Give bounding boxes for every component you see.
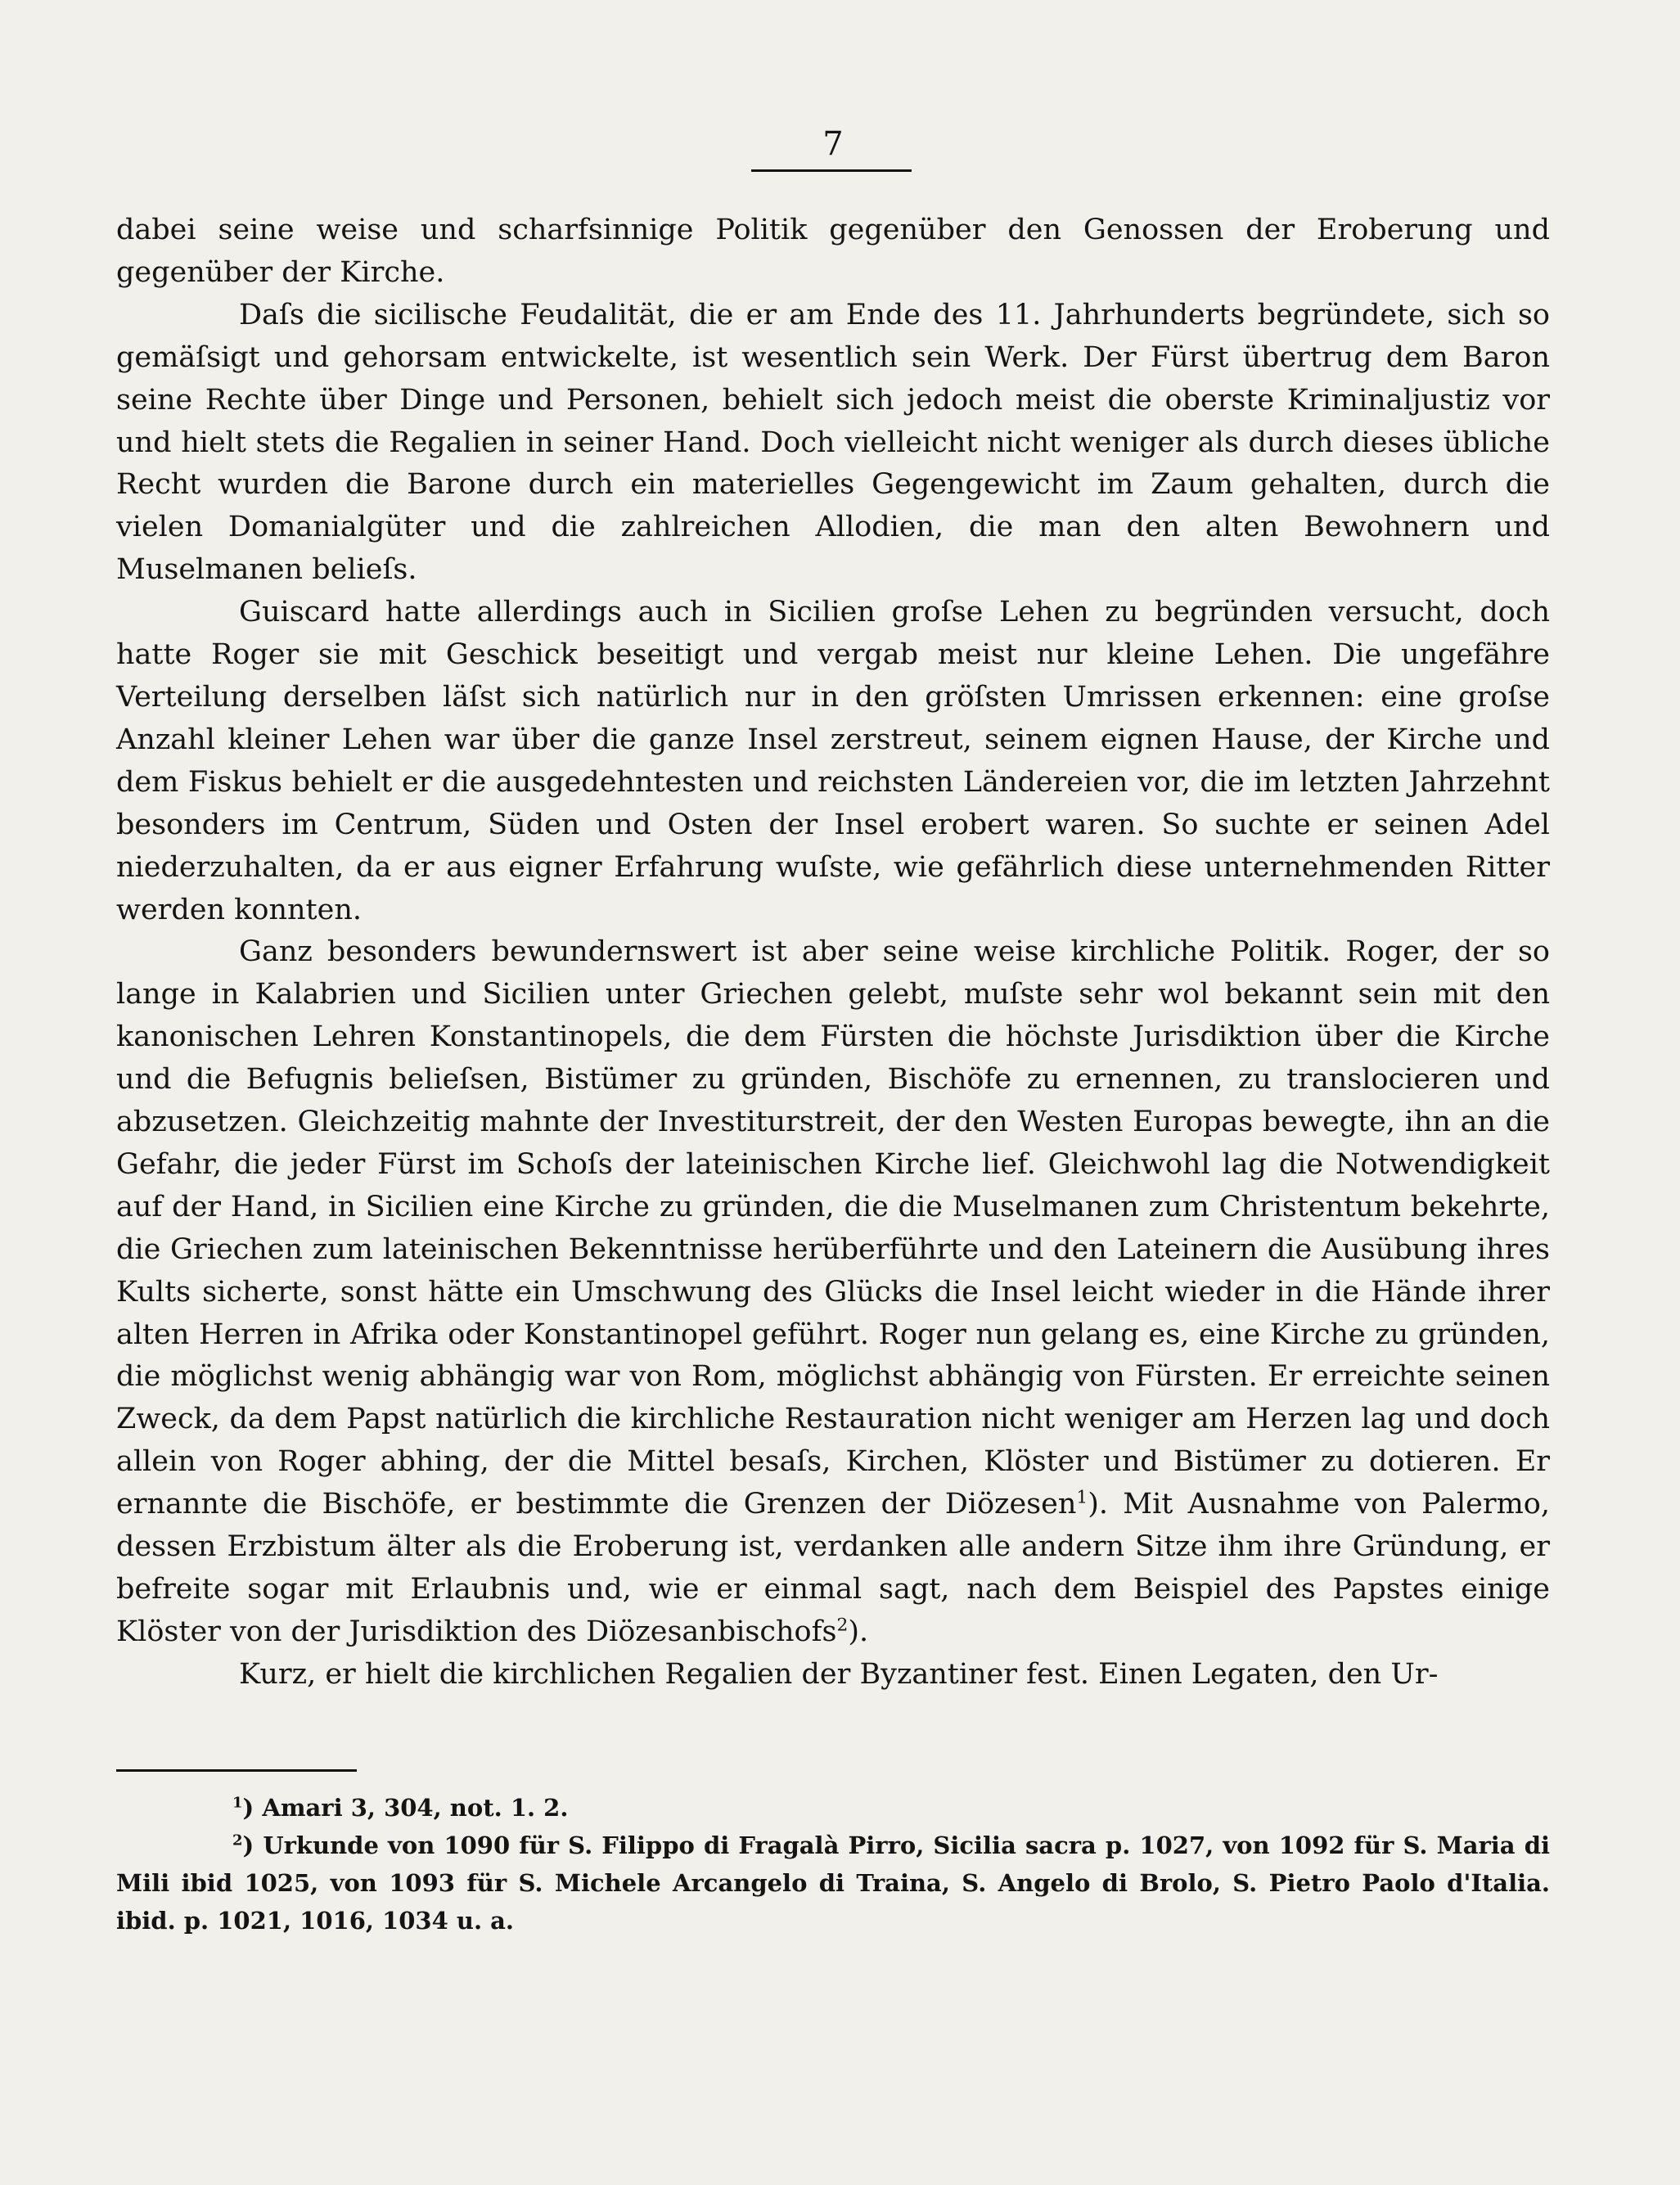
footnotes bbox=[116, 1789, 1550, 1939]
footnote-mark: 1 bbox=[232, 1794, 243, 1812]
footnote bbox=[116, 1827, 1550, 1939]
paragraph-text: Ganz besonders bewundernswert ist aber seine weise kirchliche Politik. Roger, der so lange in Kalabrien und Sicilien unter Griechen gelebt, muſste sehr wol bekannt sein mit den kanonischen Lehren Konstantinopels, die dem Fürsten die höchste Jurisdiktion über die Kirche und die Befugnis belieſsen, Bistümer zu gründen, Bischöfe zu ernennen, zu translocieren und abzusetzen. Gleichzeitig mahnte der Investiturstreit, der den Westen Europas bewegte, ihn an die Gefahr, die jeder Fürst im Schoſs der lateinischen Kirche lief. Gleichwohl lag die Notwendigkeit auf der Hand, in Sicilien eine Kirche zu gründen, die die Muselmanen zum Christentum bekehrte, die Griechen zum lateinischen Bekenntnisse herüberführte und den Lateinern die Ausübung ihres Kults sicherte, sonst hätte ein Umschwung des Glücks die Insel leicht wieder in die Hände ihrer alten Herren in Afrika oder Konstantinopel geführt. Roger nun gelang es, eine Kirche zu gründen, die möglichst wenig abhängig war von Rom, möglichst abhängig von Fürsten. Er erreichte seinen Zweck, da dem Papst natürlich die kirchliche Restauration nicht weniger am Herzen lag und doch allein von Roger abhing, der die Mittel besaſs, Kirchen, Klöster und Bistümer zu dotieren. Er ernannte die Bischöfe, er bestimmte die Grenzen der Diözesen bbox=[116, 935, 1550, 1521]
footnote-text: ) Urkunde von 1090 für S. Filippo di Fragalà Pirro, Sicilia sacra p. 1027, von 1092 für S. Maria di Mili ibid 1025, von 1093 für S. Michele Arcangelo di Traina, S. Angelo di Brolo, S. Pietro Paolo d'Italia. ibid. p. 1021, 1016, 1034 u. a. bbox=[116, 1831, 1550, 1935]
paragraph: dabei seine weise und scharfsinnige Politik gegenüber den Genossen der Eroberung und gegenüber der Kirche. bbox=[116, 214, 1550, 289]
page-number: 7 bbox=[822, 125, 844, 163]
footnote-ref[interactable]: 2 bbox=[836, 1615, 849, 1636]
paragraph bbox=[116, 931, 1550, 1653]
footnote-mark: 2 bbox=[232, 1831, 243, 1849]
paragraph: Kurz, er hielt die kirchlichen Regalien der Byzantiner fest. Einen Legaten, den Ur- bbox=[239, 1657, 1439, 1691]
footnote-rule bbox=[116, 1769, 357, 1772]
page-number-rule bbox=[751, 169, 912, 172]
paragraph: Daſs die sicilische Feudalität, die er am Ende des 11. Jahrhunderts begründete, sich so gemäſsigt und gehorsam entwickelte, ist wesentlich sein Werk. Der Fürst übertrug dem Baron seine Rechte über Dinge und Personen, behielt sich jedoch meist die oberste Kriminaljustiz vor und hielt stets die Regalien in seiner Hand. Doch vielleicht nicht weniger als durch dieses übliche Recht wurden die Barone durch ein materielles Gegengewicht im Zaum gehalten, durch die vielen Domanialgüter und die zahlreichen Allodien, die man den alten Bewohnern und Muselmanen belieſs. bbox=[116, 298, 1550, 587]
footnote-ref[interactable]: 1 bbox=[1076, 1487, 1088, 1508]
paragraph: Guiscard hatte allerdings auch in Sicilien groſse Lehen zu begründen versucht, doch hatte Roger sie mit Geschick beseitigt und vergab meist nur kleine Lehen. Die ungefähre Verteilung derselben läſst sich natürlich nur in den gröſsten Umrissen erkennen: eine groſse Anzahl kleiner Lehen war über die ganze Insel zerstreut, seinem eignen Hause, der Kirche und dem Fiskus behielt er die ausgedehntesten und reichsten Ländereien vor, die im letzten Jahrzehnt besonders im Centrum, Süden und Osten der Insel erobert waren. So suchte er seinen Adel niederzuhalten, da er aus eigner Erfahrung wuſste, wie gefährlich diese unternehmenden Ritter werden konnten. bbox=[116, 596, 1550, 926]
footnote bbox=[116, 1789, 1550, 1827]
paragraph-text: ). Mit Ausnahme von Palermo, dessen Erzbistum älter als die Eroberung ist, verdanken alle andern Sitze ihm ihre Gründung, er befreite sogar mit Erlaubnis und, wie er einmal sagt, nach dem Beispiel des Papstes einige Klöster von der Jurisdiktion des Diözesanbischofs bbox=[116, 1488, 1551, 1648]
paragraph-text: ). bbox=[848, 1615, 869, 1648]
body-text bbox=[116, 209, 1550, 1696]
footnote-text: ) Amari 3, 304, not. 1. 2. bbox=[242, 1794, 569, 1822]
